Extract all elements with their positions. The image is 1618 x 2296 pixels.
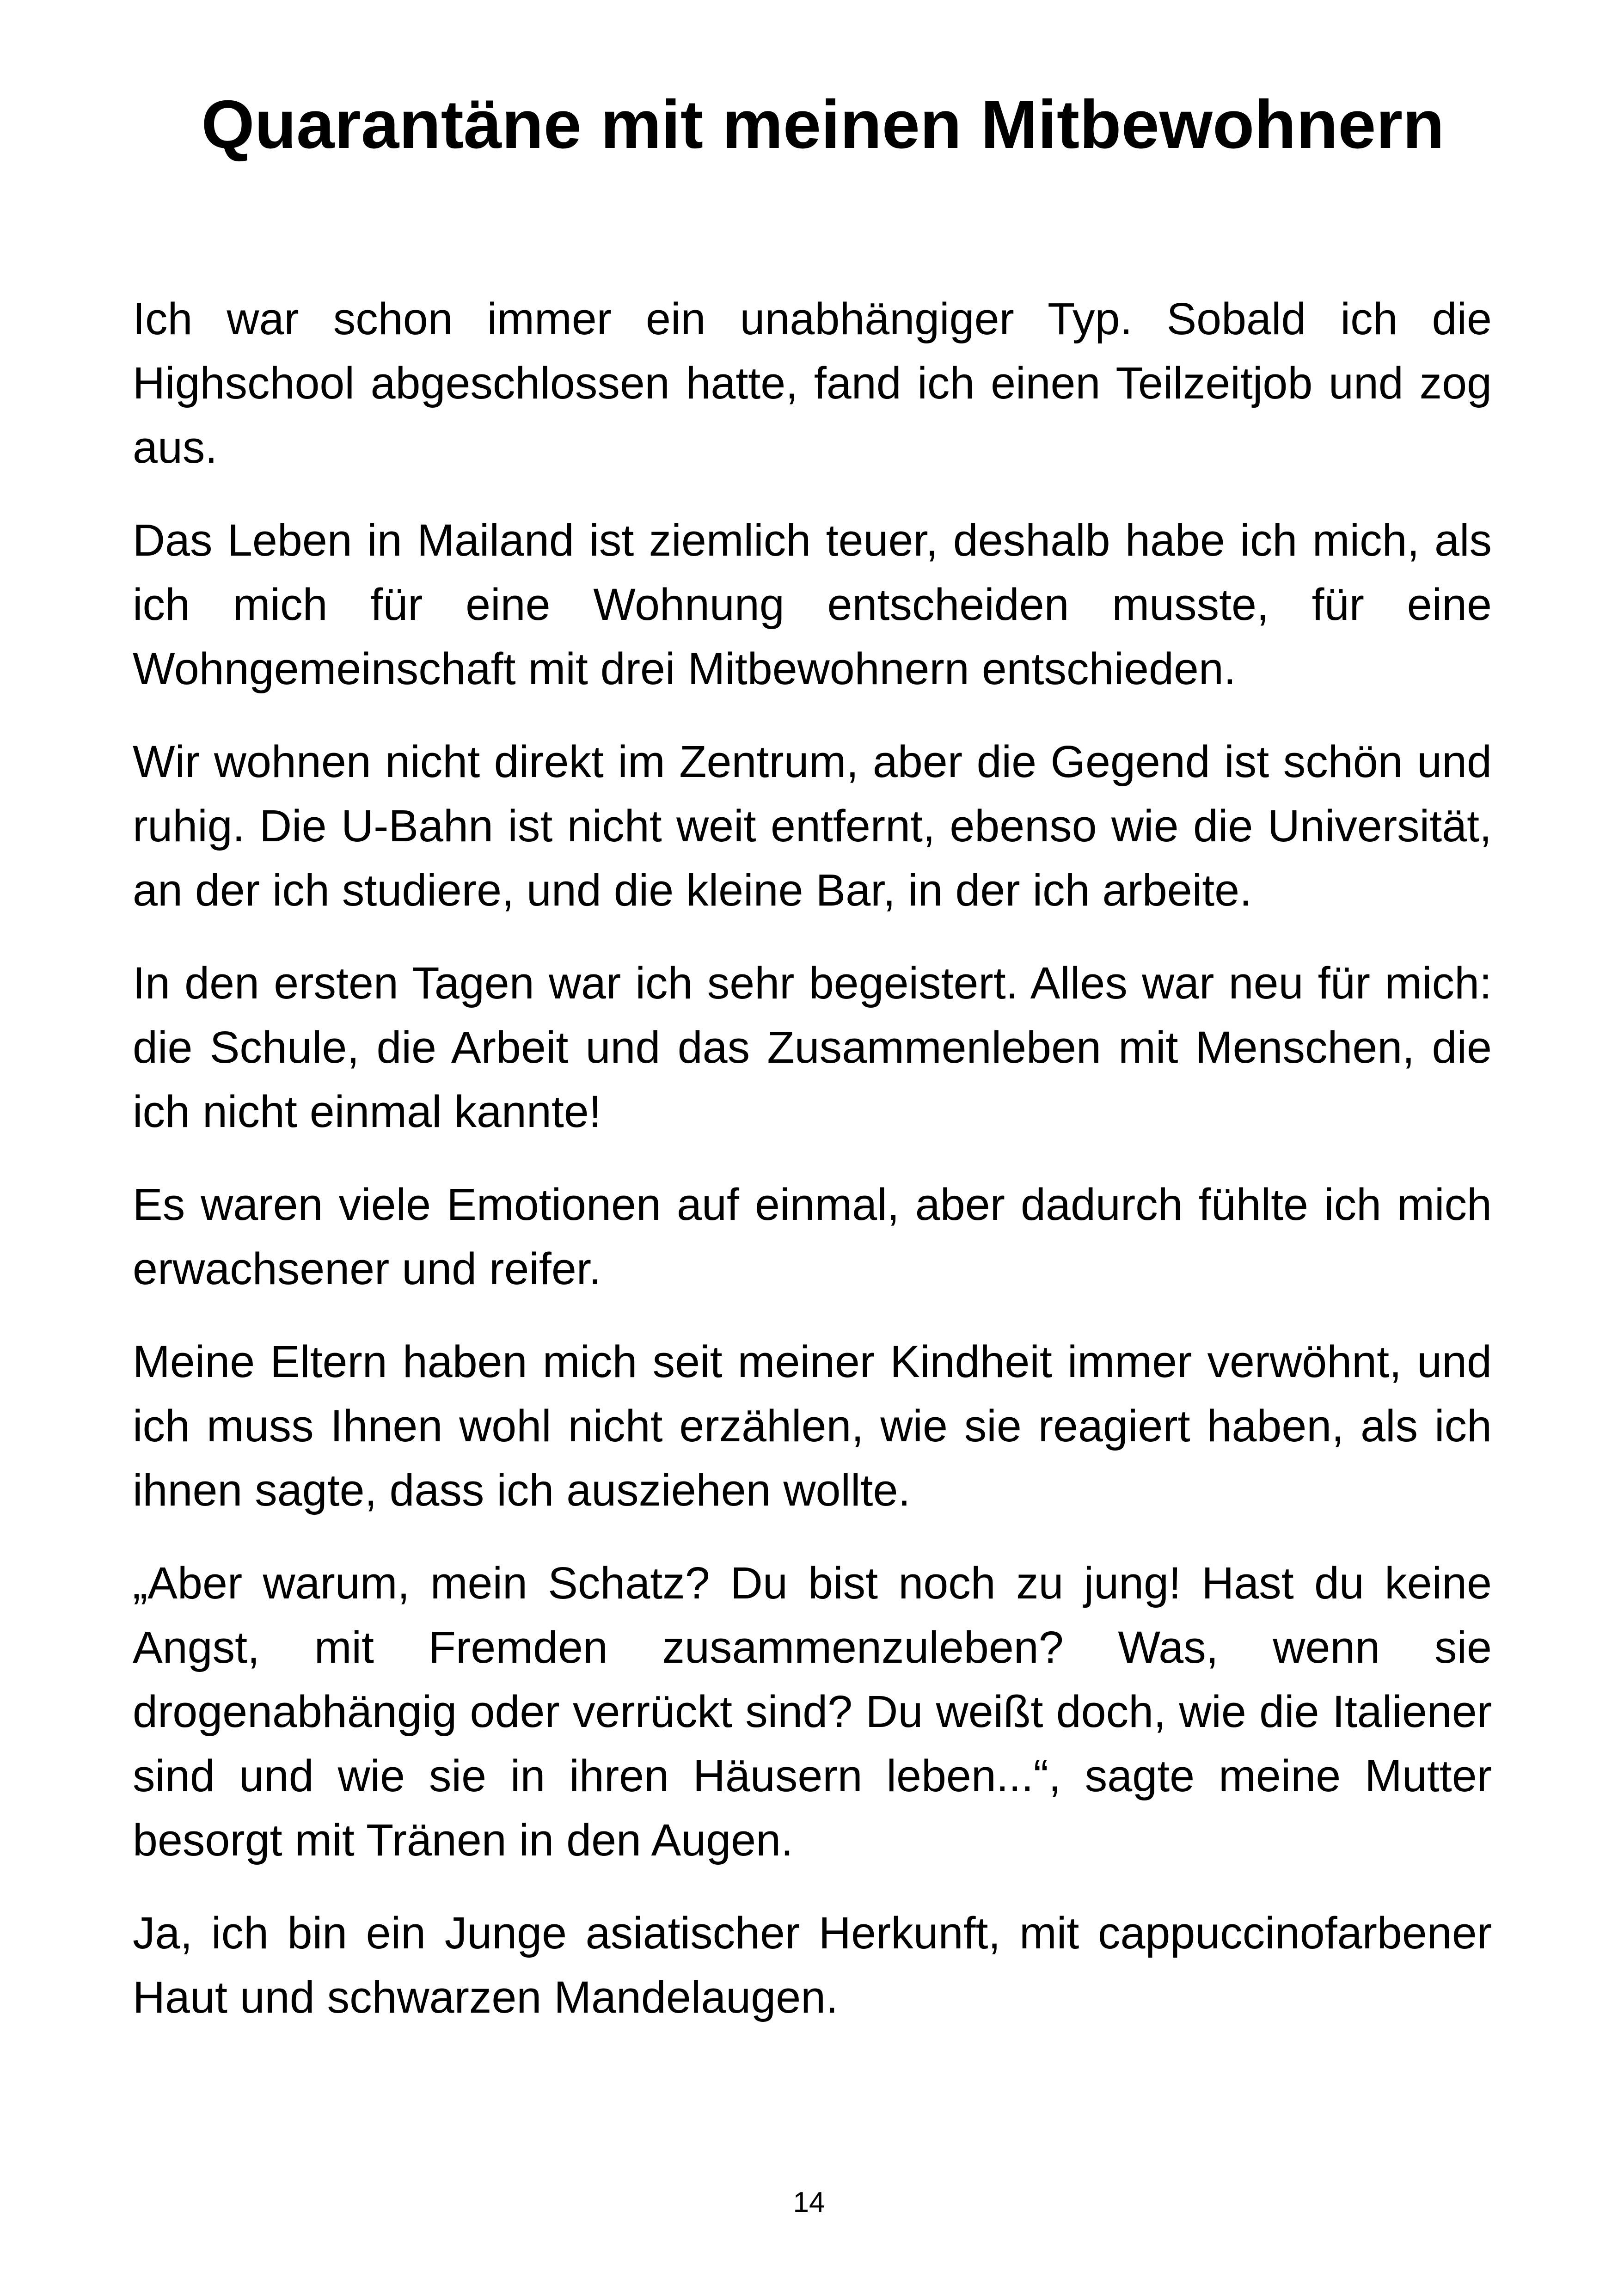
paragraph: Das Leben in Mailand ist ziemlich teuer, deshalb habe ich mich, als ich mich für eine Wohnung entscheiden musste, für eine Wohngemeinschaft mit drei Mitbewohnern entschieden. <box>133 515 1492 694</box>
paragraph: Ich war schon immer ein unabhängiger Typ. Sobald ich die Highschool abgeschlossen hatte, fand ich einen Teilzeitjob und zog aus. <box>133 294 1492 472</box>
paragraph: Es waren viele Emotionen auf einmal, aber dadurch fühlte ich mich erwachsener und reifer. <box>133 1179 1492 1294</box>
paragraph: Meine Eltern haben mich seit meiner Kindheit immer verwöhnt, und ich muss Ihnen wohl nicht erzählen, wie sie reagiert haben, als ich ihnen sagte, dass ich ausziehen wollte. <box>133 1336 1492 1515</box>
paragraph: In den ersten Tagen war ich sehr begeistert. Alles war neu für mich: die Schule, die Arbeit und das Zusammenleben mit Menschen, die ich nicht einmal kannte! <box>133 958 1492 1137</box>
page-number: 14 <box>793 2186 825 2218</box>
body-text <box>133 287 1492 2058</box>
paragraph: Wir wohnen nicht direkt im Zentrum, aber die Gegend ist schön und ruhig. Die U-Bahn ist nicht weit entfernt, ebenso wie die Universität, an der ich studiere, und die kleine Bar, in der ich arbeite. <box>133 736 1492 915</box>
paragraph: Ja, ich bin ein Junge asiatischer Herkunft, mit cappuccinofarbener Haut und schwarzen Mandelaugen. <box>133 1908 1492 2022</box>
paragraph: „Aber warum, mein Schatz? Du bist noch zu jung! Hast du keine Angst, mit Fremden zusammenzuleben? Was, wenn sie drogenabhängig oder verrückt sind? Du weißt doch, wie die Italiener sind und wie sie in ihren Häusern leben...“, sagte meine Mutter besorgt mit Tränen in den Augen. <box>133 1558 1492 1865</box>
page-title: Quarantäne mit meinen Mitbewohnern <box>201 86 1445 163</box>
